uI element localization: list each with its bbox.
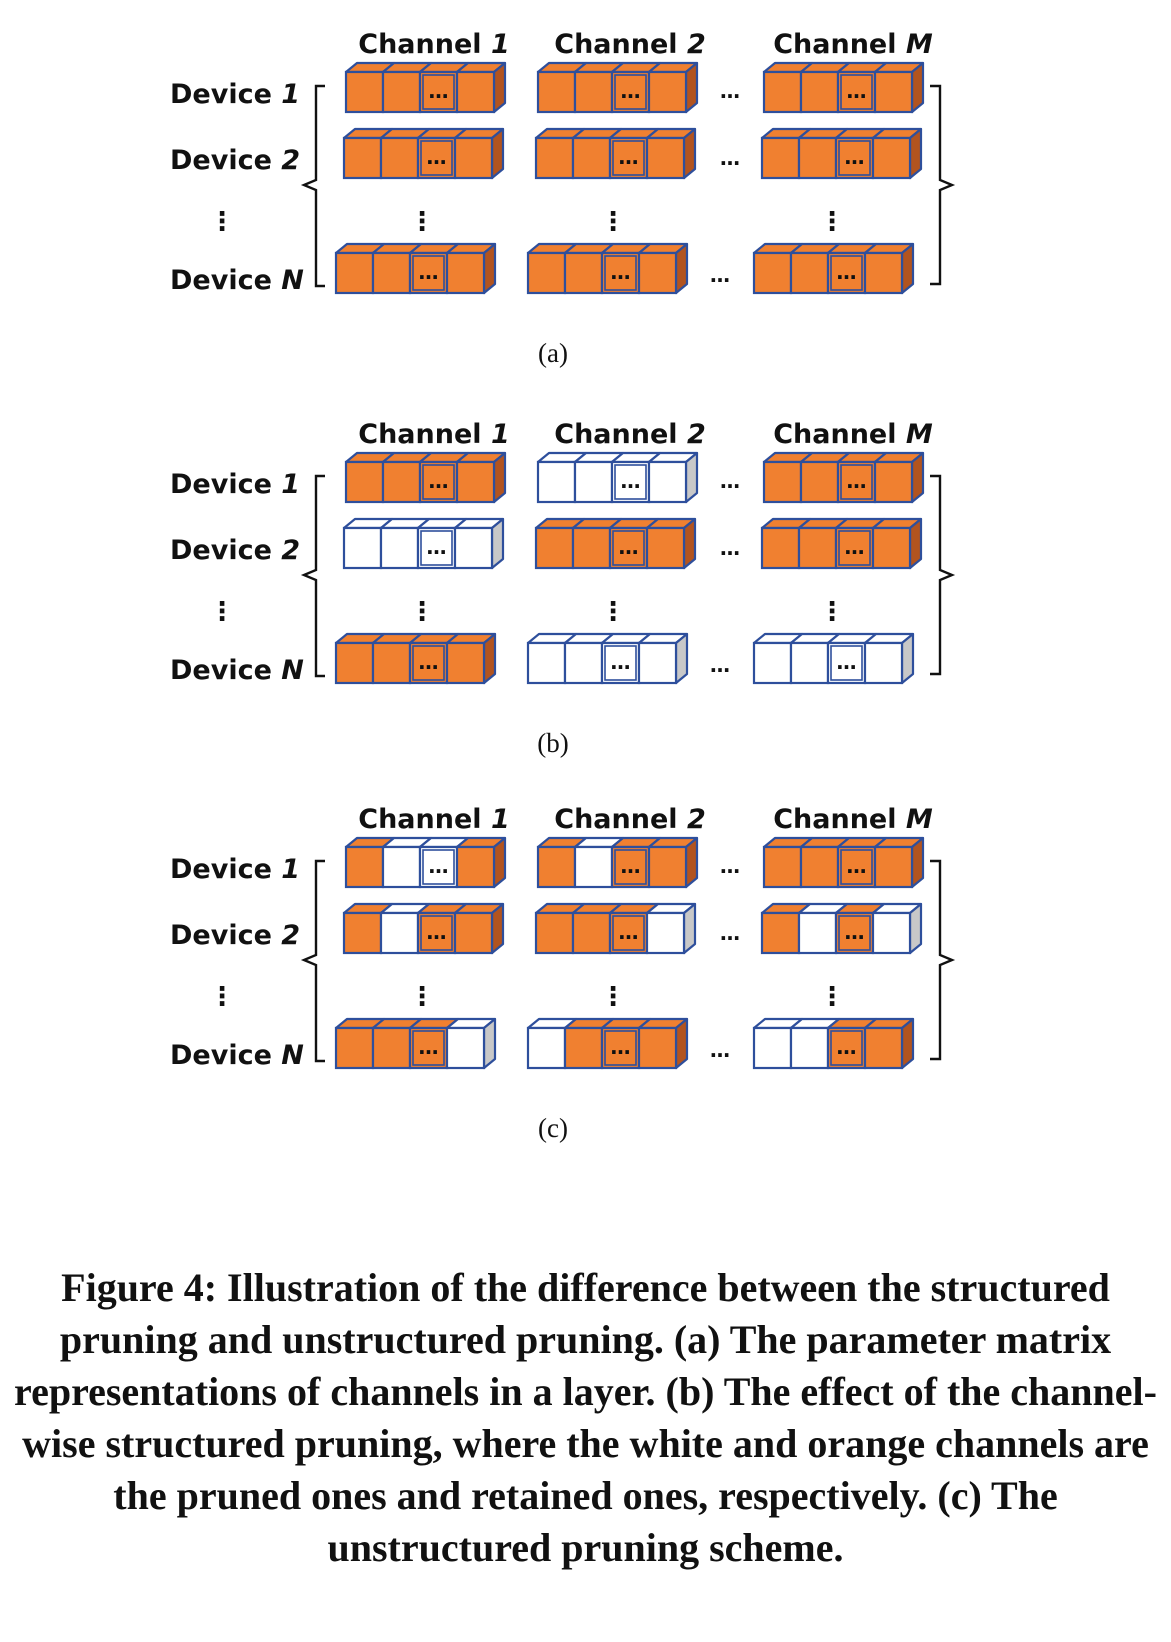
channel-header-1: Channel 1 — [358, 419, 510, 450]
retained-weight-cell — [565, 253, 602, 293]
retained-weight-cell — [762, 528, 799, 568]
retained-weight-cell — [344, 138, 381, 178]
channel-horizontal-ellipsis: … — [720, 854, 740, 878]
ellipsis-cell-label: … — [844, 145, 865, 169]
channel-header-2: Channel 2 — [554, 29, 706, 60]
retained-weight-cell — [455, 138, 492, 178]
retained-weight-cell — [799, 138, 836, 178]
channel-bar — [764, 838, 923, 887]
retained-weight-cell — [762, 913, 799, 953]
retained-weight-cell — [538, 847, 575, 887]
retained-weight-cell — [801, 847, 838, 887]
ellipsis-cell-label: … — [418, 650, 439, 674]
retained-weight-cell — [565, 1028, 602, 1068]
cube-side-face — [494, 453, 505, 502]
retained-weight-cell — [373, 1028, 410, 1068]
cube-side-face — [684, 519, 695, 568]
channel-bar — [336, 634, 495, 683]
retained-weight-cell — [373, 643, 410, 683]
ellipsis-cell-label: … — [846, 854, 867, 878]
ellipsis-cell-label: … — [418, 1035, 439, 1059]
retained-weight-cell — [381, 138, 418, 178]
retained-weight-cell — [455, 913, 492, 953]
device-label-3: Device N — [170, 1040, 304, 1071]
retained-weight-cell — [573, 138, 610, 178]
channel-header-1: Channel 1 — [358, 804, 510, 835]
ellipsis-cell-label: … — [846, 469, 867, 493]
channel-header-1: Channel 1 — [358, 29, 510, 60]
ellipsis-cell-label: … — [418, 260, 439, 284]
pruned-weight-cell — [647, 913, 684, 953]
retained-weight-cell — [865, 1028, 902, 1068]
cube-side-face — [484, 1019, 495, 1068]
channel-bar — [336, 244, 495, 293]
channel-bar — [536, 904, 695, 953]
ellipsis-cell-label: … — [846, 79, 867, 103]
retained-weight-cell — [639, 1028, 676, 1068]
device-vertical-ellipsis: ⋮ — [209, 597, 235, 627]
row-vertical-ellipsis: ⋮ — [819, 597, 845, 627]
retained-weight-cell — [383, 462, 420, 502]
retained-weight-cell — [346, 462, 383, 502]
pruned-weight-cell — [649, 462, 686, 502]
cube-side-face — [676, 244, 687, 293]
pruned-weight-cell — [565, 643, 602, 683]
device-label-1: Device 1 — [170, 79, 301, 110]
retained-weight-cell — [336, 253, 373, 293]
matrix-left-bracket — [304, 861, 325, 1061]
channel-bar — [528, 1019, 687, 1068]
device-label-2: Device 2 — [170, 145, 301, 176]
cube-side-face — [902, 634, 913, 683]
pruned-weight-cell — [538, 462, 575, 502]
channel-bar — [762, 129, 921, 178]
retained-weight-cell — [649, 72, 686, 112]
channel-bar — [346, 453, 505, 502]
ellipsis-cell-label: … — [610, 260, 631, 284]
retained-weight-cell — [573, 528, 610, 568]
retained-weight-cell — [764, 462, 801, 502]
pruned-weight-cell — [528, 1028, 565, 1068]
retained-weight-cell — [457, 847, 494, 887]
channel-bar — [336, 1019, 495, 1068]
retained-weight-cell — [764, 72, 801, 112]
device-vertical-ellipsis: ⋮ — [209, 982, 235, 1012]
channel-header-2: Channel 2 — [554, 804, 706, 835]
device-label-1: Device 1 — [170, 854, 301, 885]
cube-side-face — [912, 63, 923, 112]
cube-side-face — [494, 63, 505, 112]
channel-bar — [538, 453, 697, 502]
retained-weight-cell — [538, 72, 575, 112]
retained-weight-cell — [346, 847, 383, 887]
retained-weight-cell — [575, 72, 612, 112]
ellipsis-cell-label: … — [836, 1035, 857, 1059]
cube-side-face — [912, 453, 923, 502]
cube-side-face — [686, 453, 697, 502]
matrix-right-bracket — [930, 861, 952, 1059]
ellipsis-cell-label: … — [844, 920, 865, 944]
pruned-weight-cell — [639, 643, 676, 683]
cube-side-face — [910, 904, 921, 953]
pruned-weight-cell — [575, 847, 612, 887]
retained-weight-cell — [873, 528, 910, 568]
retained-weight-cell — [764, 847, 801, 887]
pruned-weight-cell — [873, 913, 910, 953]
retained-weight-cell — [754, 253, 791, 293]
panel-b — [304, 453, 952, 758]
pruned-weight-cell — [799, 913, 836, 953]
device-label-2: Device 2 — [170, 535, 301, 566]
row-vertical-ellipsis: ⋮ — [409, 207, 435, 237]
channel-bar — [538, 838, 697, 887]
retained-weight-cell — [647, 138, 684, 178]
channel-header-3: Channel M — [773, 29, 933, 60]
device-label-3: Device N — [170, 265, 304, 296]
channel-bar — [764, 453, 923, 502]
channel-horizontal-ellipsis: … — [720, 536, 740, 560]
retained-weight-cell — [801, 72, 838, 112]
cube-side-face — [484, 634, 495, 683]
retained-weight-cell — [383, 72, 420, 112]
channel-bar — [536, 519, 695, 568]
ellipsis-cell-label: … — [428, 854, 449, 878]
channel-bar — [344, 904, 503, 953]
ellipsis-cell-label: … — [844, 535, 865, 559]
channel-horizontal-ellipsis: … — [720, 921, 740, 945]
device-label-2: Device 2 — [170, 920, 301, 951]
pruned-weight-cell — [447, 1028, 484, 1068]
pruned-weight-cell — [383, 847, 420, 887]
cube-side-face — [684, 904, 695, 953]
pruned-weight-cell — [455, 528, 492, 568]
pruned-weight-cell — [791, 643, 828, 683]
channel-bar — [528, 634, 687, 683]
row-vertical-ellipsis: ⋮ — [600, 982, 626, 1012]
cube-side-face — [492, 904, 503, 953]
channel-bar — [762, 904, 921, 953]
retained-weight-cell — [447, 643, 484, 683]
cube-side-face — [494, 838, 505, 887]
channel-bar — [754, 634, 913, 683]
ellipsis-cell-label: … — [610, 1035, 631, 1059]
retained-weight-cell — [336, 1028, 373, 1068]
channel-bar — [754, 1019, 913, 1068]
panel-c — [304, 838, 952, 1143]
ellipsis-cell-label: … — [426, 145, 447, 169]
retained-weight-cell — [801, 462, 838, 502]
matrix-right-bracket — [930, 86, 952, 284]
row-vertical-ellipsis: ⋮ — [819, 982, 845, 1012]
channel-bar — [346, 838, 505, 887]
device-vertical-ellipsis: ⋮ — [209, 207, 235, 237]
channel-bar — [536, 129, 695, 178]
retained-weight-cell — [865, 253, 902, 293]
pruned-weight-cell — [754, 1028, 791, 1068]
retained-weight-cell — [336, 643, 373, 683]
cube-side-face — [676, 1019, 687, 1068]
pruned-weight-cell — [344, 528, 381, 568]
figure-caption: Figure 4: Illustration of the difference between the structured pruning and unstructured pruning. (a) The parameter matrix representations of channels in a layer. (b) The effect of the channel-wise structured pruning, where the white and orange channels are the pruned ones and retained ones, respectively. (c) The unstructured pruning scheme. — [14, 1265, 1157, 1570]
panel-label-c: (c) — [538, 1113, 568, 1143]
retained-weight-cell — [647, 528, 684, 568]
matrix-left-bracket — [304, 86, 325, 286]
pruned-weight-cell — [381, 913, 418, 953]
channel-bar — [538, 63, 697, 112]
retained-weight-cell — [528, 253, 565, 293]
channel-header-3: Channel M — [773, 419, 933, 450]
panel-label-b: (b) — [537, 728, 569, 758]
pruned-weight-cell — [575, 462, 612, 502]
ellipsis-cell-label: … — [426, 920, 447, 944]
channel-bar — [528, 244, 687, 293]
row-vertical-ellipsis: ⋮ — [600, 207, 626, 237]
pruned-weight-cell — [754, 643, 791, 683]
channel-bar — [344, 129, 503, 178]
ellipsis-cell-label: … — [618, 145, 639, 169]
cube-side-face — [912, 838, 923, 887]
cube-side-face — [684, 129, 695, 178]
channel-header-2: Channel 2 — [554, 419, 706, 450]
channel-horizontal-ellipsis: … — [710, 263, 730, 287]
channel-header-3: Channel M — [773, 804, 933, 835]
panel-a — [304, 63, 952, 368]
panel-label-a: (a) — [538, 338, 568, 368]
ellipsis-cell-label: … — [610, 650, 631, 674]
device-label-3: Device N — [170, 655, 304, 686]
ellipsis-cell-label: … — [620, 79, 641, 103]
retained-weight-cell — [875, 462, 912, 502]
ellipsis-cell-label: … — [620, 469, 641, 493]
retained-weight-cell — [536, 913, 573, 953]
ellipsis-cell-label: … — [618, 920, 639, 944]
matrix-right-bracket — [930, 476, 952, 674]
retained-weight-cell — [791, 253, 828, 293]
channel-bar — [346, 63, 505, 112]
cube-side-face — [484, 244, 495, 293]
channel-bar — [762, 519, 921, 568]
pruned-weight-cell — [791, 1028, 828, 1068]
cube-side-face — [910, 129, 921, 178]
cube-side-face — [492, 519, 503, 568]
cube-side-face — [676, 634, 687, 683]
retained-weight-cell — [536, 138, 573, 178]
matrix-left-bracket — [304, 476, 325, 676]
retained-weight-cell — [457, 72, 494, 112]
ellipsis-cell-label: … — [428, 469, 449, 493]
retained-weight-cell — [447, 253, 484, 293]
row-vertical-ellipsis: ⋮ — [600, 597, 626, 627]
retained-weight-cell — [762, 138, 799, 178]
channel-horizontal-ellipsis: … — [710, 1038, 730, 1062]
channel-bar — [344, 519, 503, 568]
ellipsis-cell-label: … — [620, 854, 641, 878]
row-vertical-ellipsis: ⋮ — [819, 207, 845, 237]
retained-weight-cell — [536, 528, 573, 568]
retained-weight-cell — [573, 913, 610, 953]
row-vertical-ellipsis: ⋮ — [409, 982, 435, 1012]
cube-side-face — [686, 63, 697, 112]
cube-side-face — [910, 519, 921, 568]
pruned-weight-cell — [381, 528, 418, 568]
retained-weight-cell — [875, 847, 912, 887]
channel-horizontal-ellipsis: … — [720, 469, 740, 493]
retained-weight-cell — [344, 913, 381, 953]
ellipsis-cell-label: … — [428, 79, 449, 103]
ellipsis-cell-label: … — [836, 260, 857, 284]
retained-weight-cell — [639, 253, 676, 293]
cube-side-face — [902, 1019, 913, 1068]
cube-side-face — [686, 838, 697, 887]
cube-side-face — [492, 129, 503, 178]
device-label-1: Device 1 — [170, 469, 301, 500]
retained-weight-cell — [799, 528, 836, 568]
pruned-weight-cell — [865, 643, 902, 683]
retained-weight-cell — [875, 72, 912, 112]
ellipsis-cell-label: … — [426, 535, 447, 559]
row-vertical-ellipsis: ⋮ — [409, 597, 435, 627]
retained-weight-cell — [649, 847, 686, 887]
retained-weight-cell — [457, 462, 494, 502]
channel-bar — [754, 244, 913, 293]
retained-weight-cell — [873, 138, 910, 178]
channel-horizontal-ellipsis: … — [710, 653, 730, 677]
ellipsis-cell-label: … — [836, 650, 857, 674]
ellipsis-cell-label: … — [618, 535, 639, 559]
retained-weight-cell — [373, 253, 410, 293]
channel-horizontal-ellipsis: … — [720, 79, 740, 103]
retained-weight-cell — [346, 72, 383, 112]
channel-horizontal-ellipsis: … — [720, 146, 740, 170]
channel-bar — [764, 63, 923, 112]
cube-side-face — [902, 244, 913, 293]
pruned-weight-cell — [528, 643, 565, 683]
